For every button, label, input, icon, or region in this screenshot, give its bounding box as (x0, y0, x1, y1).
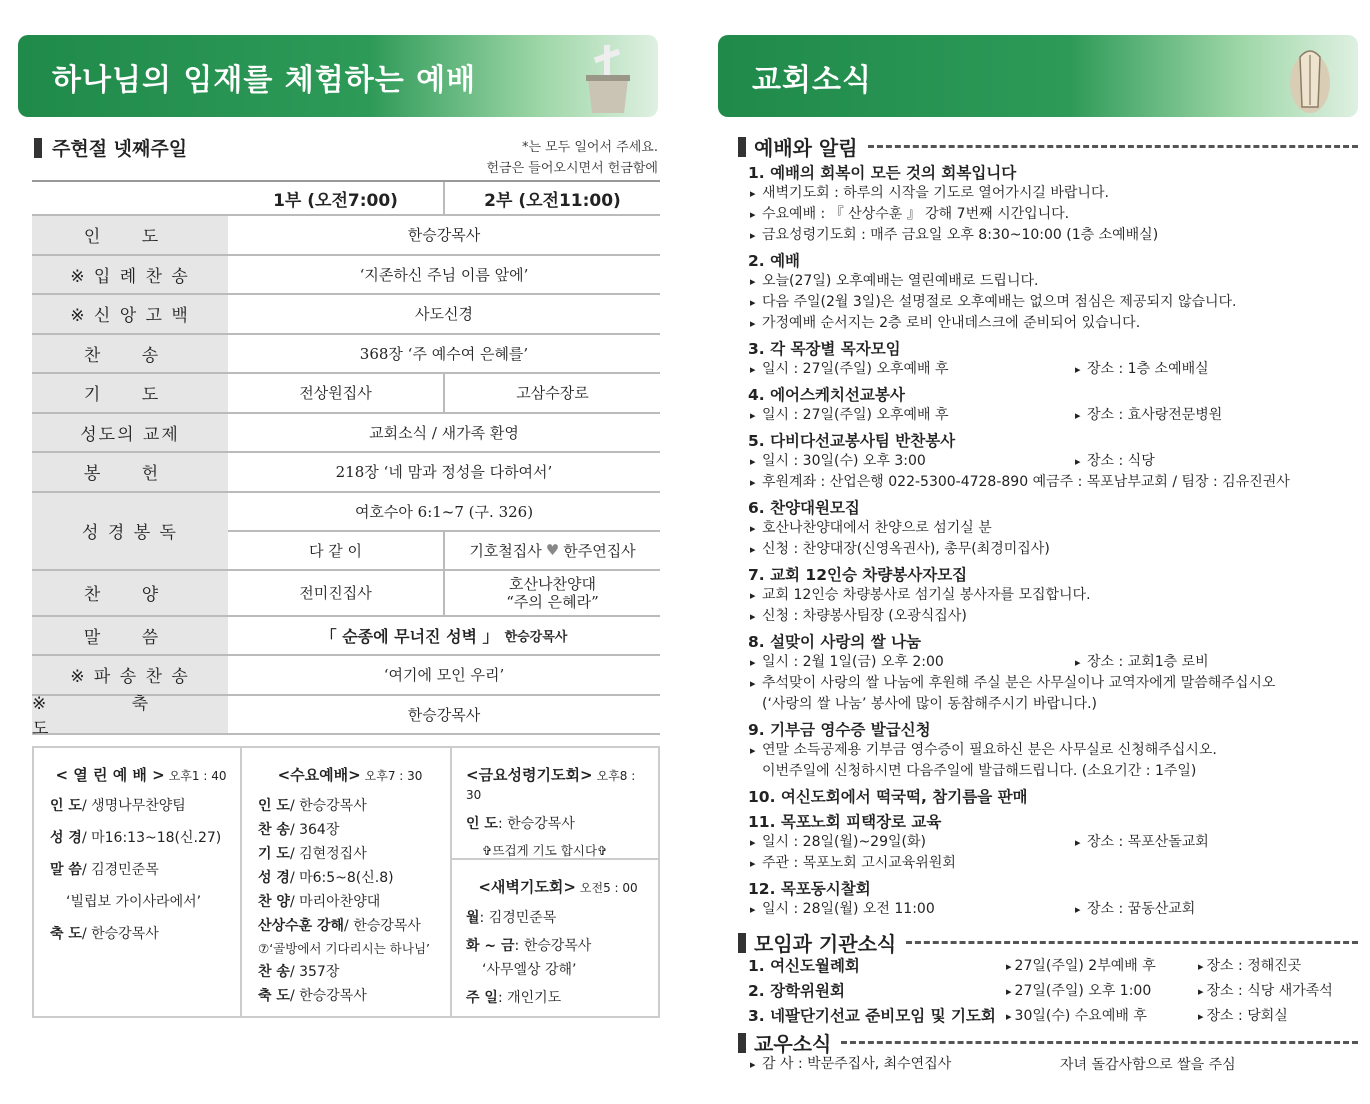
sermon-title: 「 순종에 무너진 성벽 」 (320, 626, 499, 646)
anthem-first-service: 전미진집사 (299, 584, 372, 602)
list-item: 9. 기부금 영수증 발급신청 ▸ 연말 소득공제용 기부금 영수증이 필요하신 분은 사무실로 신청해주십시오. 이번주일에 신청하시면 다음주일에 발급해드립니다. (소요기간 : 1주일) (748, 718, 1348, 782)
scripture-reader-second: 기호철집사 ♥ 한주연집사 (443, 532, 660, 569)
list-item: ▸ 감 사 : 박문주집사, 최수연집사 자녀 돌감사함으로 쌀을 주심 (748, 1054, 1348, 1075)
sermon-preacher: 한승강목사 (504, 629, 568, 645)
service-line: 찬 송/ 357장 (258, 964, 340, 980)
service-time: 오후1 : 40 (168, 769, 227, 783)
list-item: 1. 여신도월례회 ▸ 27일(주일) 2부예배 후 ▸ 장소 : 정해진곳 (748, 954, 1348, 979)
wednesday-service (242, 748, 452, 1016)
worship-order-table (32, 180, 660, 740)
order-row-creed (32, 295, 660, 335)
list-item: 2. 장학위원회 ▸ 27일(주일) 오후 1:00 ▸ 장소 : 식당 새가족석 (748, 979, 1348, 1004)
service-line: 월: 김경민준목 (466, 910, 557, 926)
section-heading-groups: 모임과 기관소식 (738, 928, 1358, 957)
order-row-prayer (32, 374, 660, 414)
service-line: 축 도/ 한승강목사 (50, 926, 159, 942)
service-line: 성 경/ 마16:13~18(신.27) (50, 830, 222, 846)
group-items (748, 954, 1348, 1029)
friday-dawn-services (452, 748, 658, 1016)
order-label: 찬 양 (32, 571, 228, 615)
heart-icon: ♥ (545, 541, 560, 559)
service-line: 축 도/ 한승강목사 (258, 988, 367, 1004)
order-label: 성도의 교제 (32, 414, 228, 452)
worship-banner-title: 하나님의 임재를 체험하는 예배 (52, 63, 477, 98)
order-content: 사도신경 (415, 305, 473, 324)
service-line: 산상수훈 강해/ 한승강목사 (258, 918, 421, 934)
order-row-scripture (32, 493, 660, 571)
worship-banner (18, 35, 658, 117)
order-content: ‘여기에 모인 우리’ (383, 666, 505, 685)
order-row-opening-hymn (32, 256, 660, 296)
service-line: ✞뜨겁게 기도 합시다✞ (482, 843, 608, 858)
service-title: <수요예배> (277, 766, 361, 784)
second-service-time: 2부 (오전11:00) (443, 182, 660, 214)
praying-hands-icon (1270, 37, 1350, 117)
order-row-anthem (32, 571, 660, 617)
order-label: 성 경 봉 독 (32, 493, 228, 569)
order-row-fellowship (32, 414, 660, 454)
list-item: 3. 각 목장별 목자모임 ▸ 일시 : 27일(주일) 오후예배 후 ▸ 장소 : 1층 소예배실 (748, 337, 1348, 380)
service-line: 성 경/ 마6:5~8(신.8) (258, 870, 394, 886)
list-item: 10. 여신도회에서 떡국떡, 참기름을 판매 (748, 788, 1028, 806)
other-services-box (32, 746, 660, 1018)
order-content: 교회소식 / 새가족 환영 (369, 423, 519, 442)
service-line: 찬 송/ 364장 (258, 822, 340, 838)
order-row-leader (32, 216, 660, 256)
order-label: 찬 송 (32, 335, 228, 373)
news-items (748, 158, 1348, 920)
order-content: 368장 ‘주 예수여 은혜를’ (359, 344, 529, 363)
order-label: ※ 입 례 찬 송 (32, 256, 228, 294)
order-content: 218장 ‘네 맘과 정성을 다하여서’ (335, 463, 553, 482)
friday-prayer-meeting (452, 748, 658, 858)
order-row-offering (32, 453, 660, 493)
service-title: <금요성령기도회> (466, 766, 593, 784)
order-label: ※ 축 도 (32, 696, 228, 734)
order-label: 말 씀 (32, 617, 228, 655)
service-line: 인 도/ 한승강목사 (258, 798, 367, 814)
order-label: 기 도 (32, 374, 228, 412)
order-row-hymn (32, 335, 660, 375)
service-time: 오전5 : 00 (579, 881, 638, 895)
service-line: ‘빌립보 가이사라에서’ (66, 894, 202, 910)
service-time: 오후8 : 30 (466, 769, 636, 802)
offering-note: 헌금은 들어오시면서 헌금함에 (486, 161, 658, 176)
prayer-first-service: 전상원집사 (299, 384, 372, 403)
scripture-reader-first: 다 같 이 (308, 541, 362, 560)
service-line: 화 ~ 금: 한승강목사 (466, 938, 592, 954)
order-label: ※ 파 송 찬 송 (32, 656, 228, 694)
list-item: 1. 예배의 회복이 모든 것의 회복입니다 ▸ 새벽기도회 : 하루의 시작을 기도로 열어가시길 바랍니다. ▸ 수요예배 : 『 산상수훈 』 강해 7번째 시간입니다. ▸ 금요성령기도회 : 매주 금요일 오후 8:30~10:00 (1층 소예배실) (748, 161, 1348, 246)
list-item: 11. 목포노회 피택장로 교육 ▸ 일시 : 28일(월)~29일(화) ▸ 장소 : 목포산돌교회 ▸ 주관 : 목포노회 고시교육위원회 (748, 810, 1348, 874)
anthem-second-service: 호산나찬양대 “주의 은혜라” (443, 571, 660, 615)
standing-note: *는 모두 일어서 주세요. (521, 140, 658, 155)
order-content: 한승강목사 (407, 226, 481, 245)
service-line: 인 도: 한승강목사 (466, 816, 575, 832)
list-item: 2. 예배 ▸ 오늘(27일) 오후예배는 열린예배로 드립니다. ▸ 다음 주일(2월 3일)은 설명절로 오후예배는 없으며 점심은 제공되지 않습니다. ▸ 가정예배 순서지는 2층 로비 안내데스크에 준비되어 있습니다. (748, 249, 1348, 334)
dawn-prayer-meeting (452, 858, 658, 1009)
order-label: 봉 헌 (32, 453, 228, 491)
order-row-sermon (32, 617, 660, 657)
order-label: ※ 신 앙 고 백 (32, 295, 228, 333)
news-banner-title: 교회소식 (752, 63, 872, 98)
service-line: 기 도/ 김현정집사 (258, 846, 367, 862)
section-heading-members: 교우소식 (738, 1028, 1358, 1057)
service-line: 찬 양/ 마리아찬양대 (258, 894, 381, 910)
list-item: 6. 찬양대원모집 ▸ 호산나찬양대에서 찬양으로 섬기실 분 ▸ 신청 : 찬양대장(신영옥권사), 총무(최경미집사) (748, 496, 1348, 560)
section-heading-worship: 예배와 알림 (738, 132, 1358, 161)
service-title: < 열 린 예 배 > (55, 766, 165, 784)
list-item: 7. 교회 12인승 차량봉사자모집 ▸ 교회 12인승 차량봉사로 섬기실 봉사자를 모집합니다. ▸ 신청 : 차량봉사팀장 (오광식집사) (748, 563, 1348, 627)
order-content: ‘지존하신 주님 이름 앞에’ (359, 265, 529, 284)
list-item: 4. 에어스케치선교봉사 ▸ 일시 : 27일(주일) 오후예배 후 ▸ 장소 : 효사랑전문병원 (748, 383, 1348, 426)
service-line: 말 씀/ 김경민준목 (50, 862, 159, 878)
news-banner (718, 35, 1358, 117)
member-items (748, 1054, 1348, 1075)
order-content: 한승강목사 (407, 705, 481, 724)
list-item: 12. 목포동시찰회 ▸ 일시 : 28일(월) 오전 11:00 ▸ 장소 : 꿈동산교회 (748, 877, 1348, 920)
list-item: 3. 네팔단기선교 준비모임 및 기도회 ▸ 30일(수) 수요예배 후 ▸ 장소 : 당회실 (748, 1004, 1348, 1029)
service-time-header (32, 182, 660, 216)
sunday-title: 주현절 넷째주일 (34, 134, 187, 161)
service-line: ⑦‘골방에서 기다리시는 하나님’ (258, 941, 431, 956)
service-line: 인 도/ 생명나무찬양팀 (50, 798, 186, 814)
first-service-time: 1부 (오전7:00) (273, 190, 398, 211)
service-title: <새벽기도회> (478, 878, 576, 896)
list-item: 8. 설맞이 사랑의 쌀 나눔 ▸ 일시 : 2월 1일(금) 오후 2:00 ▸ 장소 : 교회1층 로비 ▸ 추석맞이 사랑의 쌀 나눔에 후원해 주실 분은 사무실이나 교역자에게 말씀해주십시오 (‘사랑의 쌀 나눔’ 봉사에 많이 동참해주시기 바랍니다.) (748, 630, 1348, 715)
scripture-reference: 여호수아 6:1~7 (구. 326) (228, 493, 660, 532)
order-row-benediction (32, 694, 660, 740)
order-label: 인 도 (32, 216, 228, 254)
service-line: 주 일: 개인기도 (466, 990, 562, 1006)
list-item: 5. 다비다선교봉사팀 반찬봉사 ▸ 일시 : 30일(수) 오후 3:00 ▸ 장소 : 식당 ▸ 후원계좌 : 산업은행 022-5300-4728-890 예금주 : 목포남부교회 / 팀장 : 김유진권사 (748, 429, 1348, 493)
prayer-second-service: 고삼수장로 (443, 374, 660, 412)
service-time: 오후7 : 30 (364, 769, 423, 783)
cross-tower-icon (578, 41, 638, 113)
service-line: ‘사무엘상 강해’ (482, 962, 577, 978)
opened-service (34, 748, 242, 1016)
